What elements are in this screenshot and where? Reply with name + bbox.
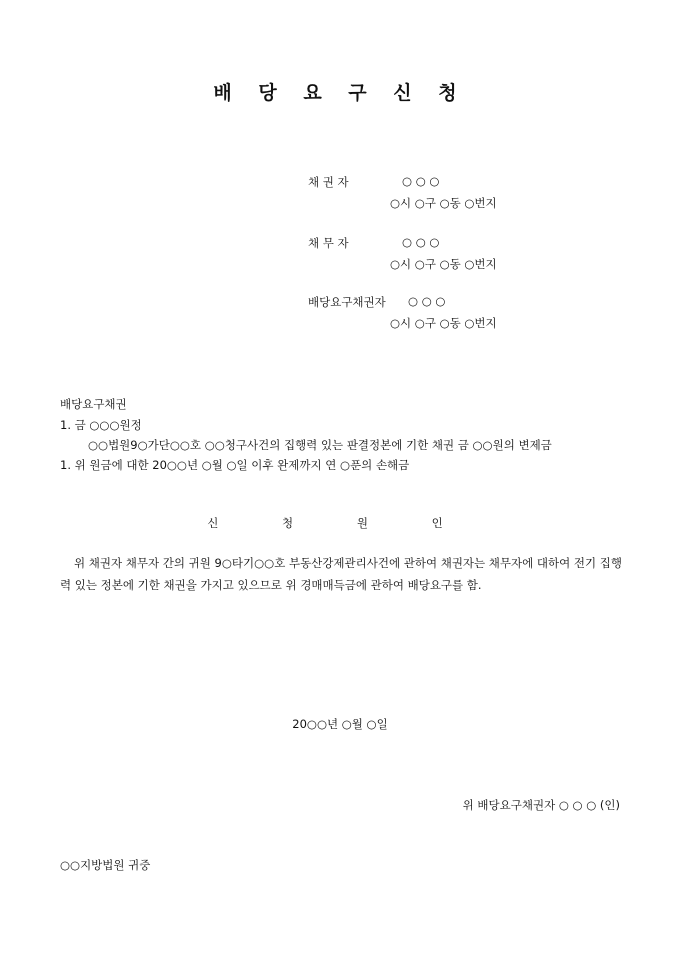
claim-line-2: ○○법원9○가단○○호 ○○청구사건의 집행력 있는 판결정본에 기한 채권 금 ○○원의 변제금 [88, 438, 552, 452]
court-addressee: ○○지방법원 귀중 [60, 858, 151, 872]
creditor-name: ○ ○ ○ [402, 174, 440, 188]
debtor-name: ○ ○ ○ [402, 235, 440, 249]
debtor-label: 채 무 자 [308, 236, 349, 250]
debtor-address: ○시 ○구 ○동 ○번지 [390, 257, 497, 271]
claimant-address: ○시 ○구 ○동 ○번지 [390, 316, 497, 330]
claim-line-3: 1. 위 원금에 대한 20○○년 ○월 ○일 이후 완제까지 연 ○푼의 손해금 [60, 458, 410, 472]
claimant-name: ○ ○ ○ [408, 294, 446, 308]
claimant-label: 배당요구채권자 [308, 295, 386, 309]
signer-line: 위 배당요구채권자 ○ ○ ○ (인) [462, 798, 620, 812]
claim-heading: 배당요구채권 [60, 397, 127, 411]
filing-date: 20○○년 ○월 ○일 [292, 717, 388, 731]
claim-line-1: 1. 금 ○○○원정 [60, 418, 142, 432]
document-title: 배 당 요 구 신 청 [213, 82, 467, 104]
reason-body: 위 채권자 채무자 간의 귀원 9○타기○○호 부동산강제관리사건에 관하여 채권자는 채무자에 대하여 전기 집행력 있는 정본에 기한 채권을 가지고 있으므로 위 경매매득금에 관하여 배당요구를 함. [60, 556, 622, 592]
reason-heading: 신 청 원 인 [207, 516, 473, 530]
creditor-label: 채 권 자 [308, 175, 349, 189]
creditor-address: ○시 ○구 ○동 ○번지 [390, 196, 497, 210]
